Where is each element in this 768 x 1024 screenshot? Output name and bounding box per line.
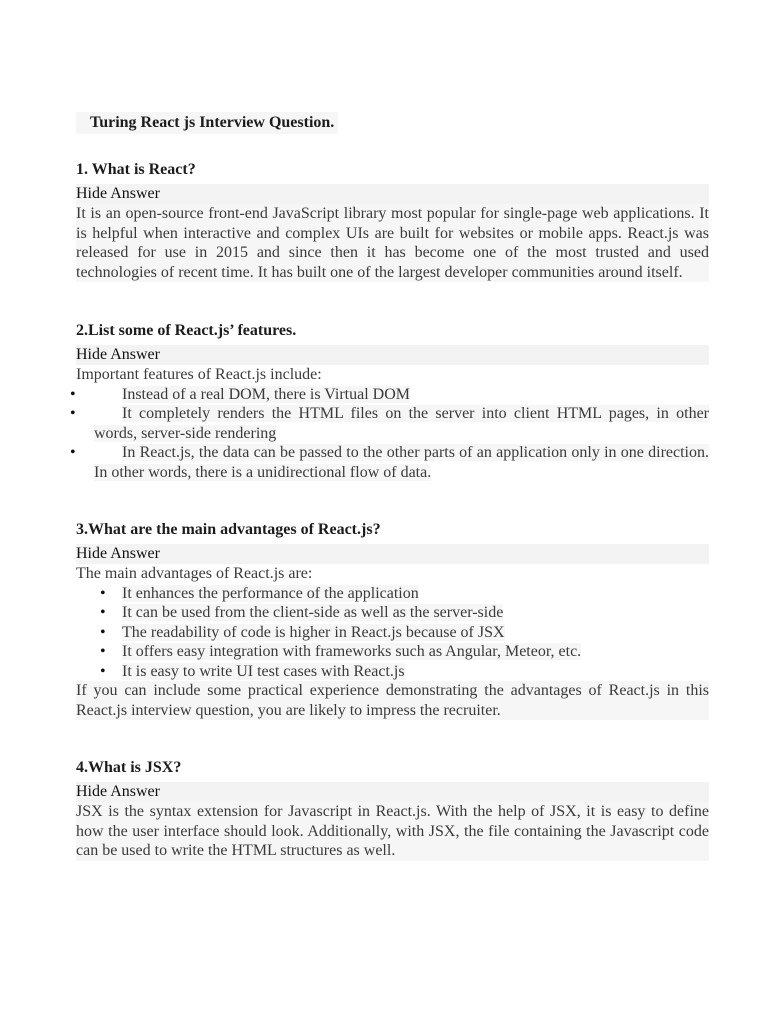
document-title: Turing React js Interview Question. <box>76 112 338 134</box>
question-heading: 4.What is JSX? <box>76 759 182 776</box>
document-page <box>76 112 709 861</box>
hide-answer-toggle[interactable]: Hide Answer <box>76 544 709 564</box>
list-item: • Instead of a real DOM, there is Virtual DOM <box>76 385 709 405</box>
answer-intro: The main advantages of React.js are: <box>76 565 313 582</box>
list-item: • It is easy to write UI test cases with React.js <box>76 662 709 682</box>
question-heading: 3.What are the main advantages of React.js? <box>76 521 381 538</box>
list-item: • It completely renders the HTML files on the server into client HTML pages, in other words, server-side rendering <box>76 404 709 443</box>
hide-answer-toggle[interactable]: Hide Answer <box>76 184 709 204</box>
question-2 <box>76 321 709 482</box>
question-heading: 2.List some of React.js’ features. <box>76 322 297 339</box>
question-heading: 1. What is React? <box>76 161 196 178</box>
hide-answer-toggle[interactable]: Hide Answer <box>76 782 709 802</box>
list-item: • The readability of code is higher in React.js because of JSX <box>76 623 709 643</box>
hide-answer-toggle[interactable]: Hide Answer <box>76 345 709 365</box>
features-list <box>76 385 709 483</box>
question-3 <box>76 520 709 720</box>
list-item: • In React.js, the data can be passed to the other parts of an application only in one direction. In other words, there is a unidirectional flow of data. <box>76 443 709 482</box>
list-item: • It enhances the performance of the application <box>76 584 709 604</box>
list-item: • It offers easy integration with frameworks such as Angular, Meteor, etc. <box>76 642 709 662</box>
list-item: • It can be used from the client-side as well as the server-side <box>76 603 709 623</box>
question-1 <box>76 160 709 282</box>
question-4 <box>76 758 709 861</box>
answer-text: JSX is the syntax extension for Javascript in React.js. With the help of JSX, it is easy to define how the user interface should look. Additionally, with JSX, the file containing the Javascript code can be used to write the HTML structures as well. <box>76 803 709 859</box>
answer-outro: If you can include some practical experience demonstrating the advantages of React.js in this React.js interview question, you are likely to impress the recruiter. <box>76 682 709 719</box>
advantages-list <box>76 584 709 682</box>
answer-intro: Important features of React.js include: <box>76 366 322 383</box>
answer-text: It is an open-source front-end JavaScript library most popular for single-page web applications. It is helpful when interactive and complex UIs are built for websites or mobile apps. React.js was released for use in 2015 and since then it has become one of the most trusted and used technologies of recent time. It has built one of the largest developer communities around itself. <box>76 205 709 281</box>
